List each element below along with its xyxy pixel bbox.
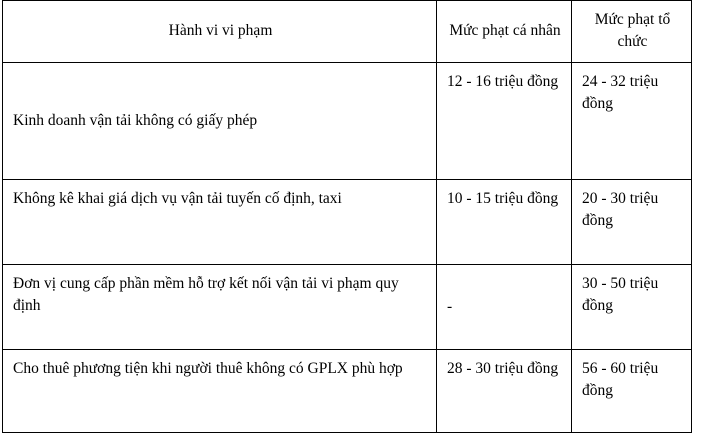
cell-individual-penalty: - — [437, 264, 572, 349]
table-row — [3, 264, 692, 349]
table-header — [3, 1, 692, 63]
cell-organization-penalty: 24 - 32 triệu đồng — [572, 62, 692, 179]
cell-organization-penalty: 20 - 30 triệu đồng — [572, 179, 692, 264]
table-header-row — [3, 1, 692, 63]
column-header-organization-penalty: Mức phạt tổ chức — [572, 1, 692, 63]
cell-violation-action: Cho thuê phương tiện khi người thuê không có GPLX phù hợp — [3, 349, 437, 432]
cell-individual-penalty: 10 - 15 triệu đồng — [437, 179, 572, 264]
table-body — [3, 62, 692, 432]
cell-individual-penalty: 28 - 30 triệu đồng — [437, 349, 572, 432]
table-row — [3, 62, 692, 179]
table-row — [3, 349, 692, 432]
cell-organization-penalty: 56 - 60 triệu đồng — [572, 349, 692, 432]
table-row — [3, 179, 692, 264]
cell-violation-action: Đơn vị cung cấp phần mềm hỗ trợ kết nối vận tải vi phạm quy định — [3, 264, 437, 349]
column-header-individual-penalty: Mức phạt cá nhân — [437, 1, 572, 63]
cell-organization-penalty: 30 - 50 triệu đồng — [572, 264, 692, 349]
column-header-action: Hành vi vi phạm — [3, 1, 437, 63]
cell-violation-action: Kinh doanh vận tải không có giấy phép — [3, 62, 437, 179]
cell-violation-action: Không kê khai giá dịch vụ vận tải tuyến cố định, taxi — [3, 179, 437, 264]
penalty-table — [2, 0, 692, 433]
cell-individual-penalty: 12 - 16 triệu đồng — [437, 62, 572, 179]
